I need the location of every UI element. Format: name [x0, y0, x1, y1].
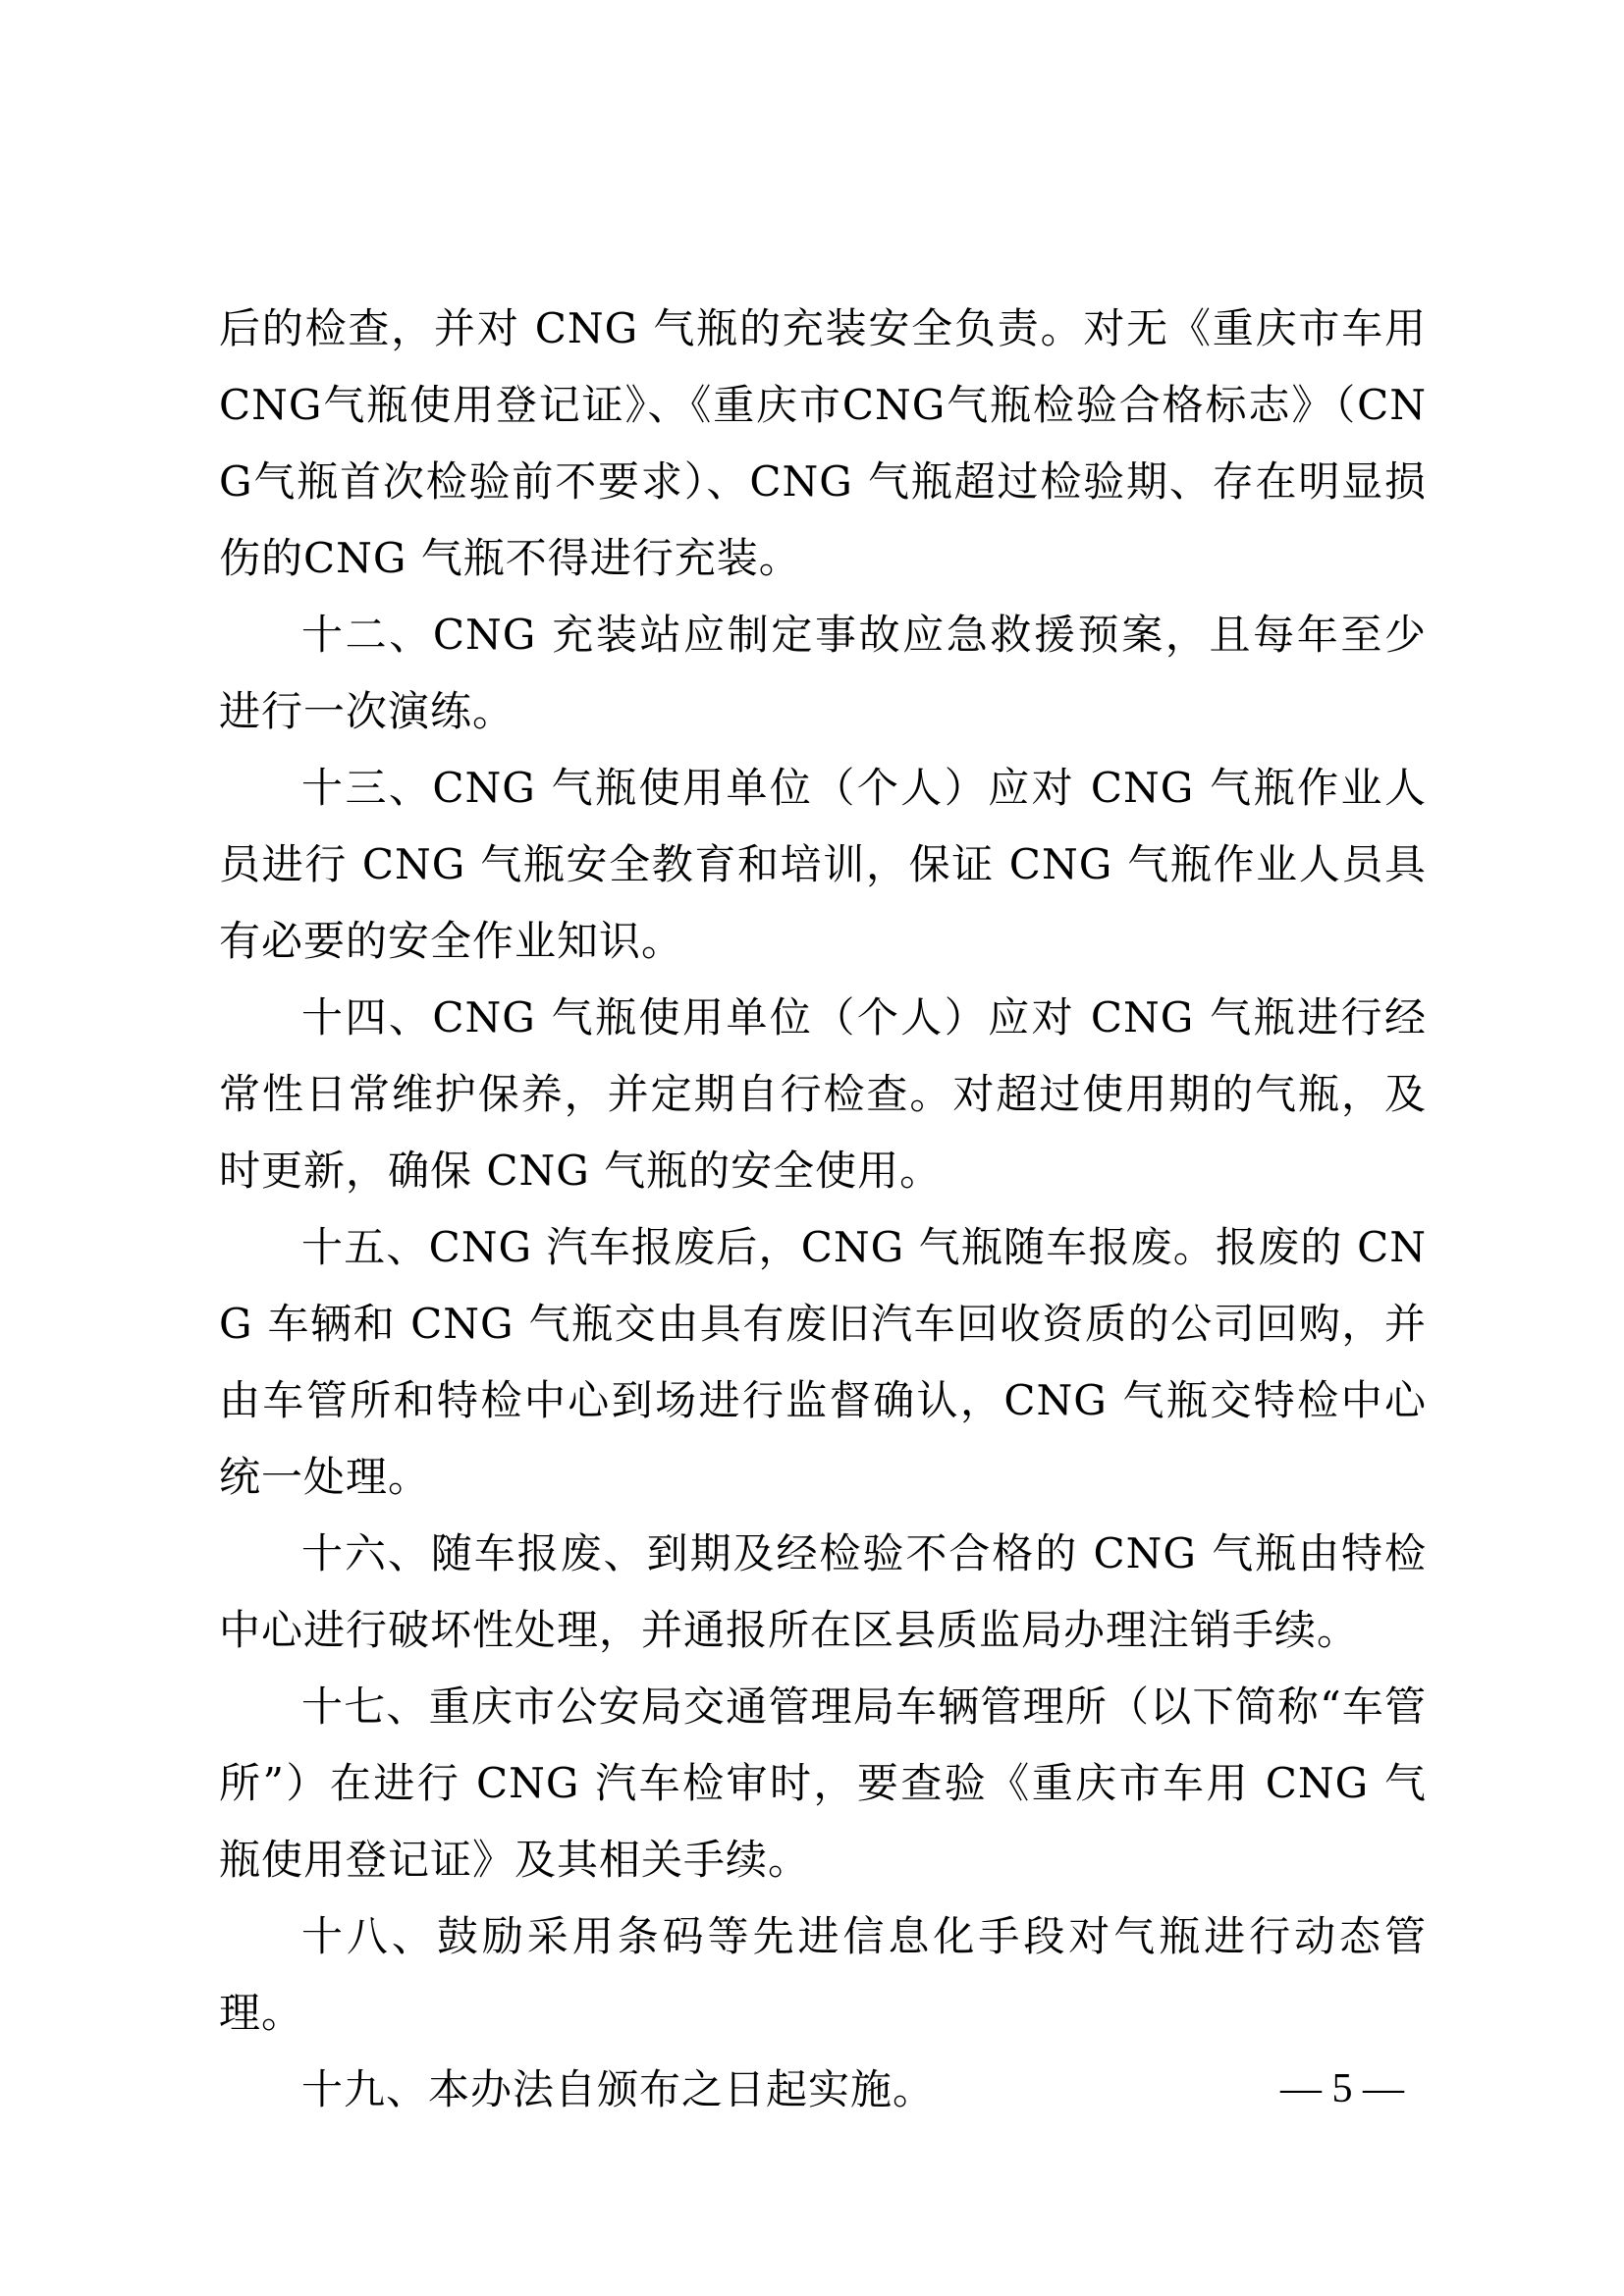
paragraph-article-18: 十八、鼓励采用条码等先进信息化手段对气瓶进行动态管理。 — [219, 1912, 1427, 2037]
paragraph-article-14: 十四、CNG 气瓶使用单位（个人）应对 CNG 气瓶进行经常性日常维护保养，并定期自行检查。对超过使用期的气瓶，及时更新，确保 CNG 气瓶的安全使用。 — [219, 993, 1427, 1195]
paragraph-continuation: 后的检查，并对 CNG 气瓶的充装安全负责。对无《重庆市车用CNG气瓶使用登记证》、《重庆市CNG气瓶检验合格标志》（CNG气瓶首次检验前不要求）、CNG 气瓶超过检验期、存在明显损伤的CNG 气瓶不得进行充装。 — [219, 304, 1427, 582]
paragraph-article-16: 十六、随车报废、到期及经检验不合格的 CNG 气瓶由特检中心进行破坏性处理，并通报所在区县质监局办理注销手续。 — [219, 1529, 1427, 1654]
page-number: — 5 — — [1280, 2066, 1404, 2111]
document-body — [219, 291, 1427, 2128]
paragraph-article-15: 十五、CNG 汽车报废后，CNG 气瓶随车报废。报废的 CNG 车辆和 CNG 气瓶交由具有废旧汽车回收资质的公司回购，并由车管所和特检中心到场进行监督确认，CNG 气瓶交特检中心统一处理。 — [219, 1223, 1427, 1501]
paragraph-article-17: 十七、重庆市公安局交通管理局车辆管理所（以下简称“车管所”）在进行 CNG 汽车检审时，要查验《重庆市车用 CNG 气瓶使用登记证》及其相关手续。 — [219, 1682, 1427, 1884]
paragraph-article-12: 十二、CNG 充装站应制定事故应急救援预案，且每年至少进行一次演练。 — [219, 611, 1427, 735]
paragraph-article-19: 十九、本办法自颁布之日起实施。 — [301, 2065, 936, 2113]
paragraph-article-13: 十三、CNG 气瓶使用单位（个人）应对 CNG 气瓶作业人员进行 CNG 气瓶安全教育和培训，保证 CNG 气瓶作业人员具有必要的安全作业知识。 — [219, 764, 1427, 965]
